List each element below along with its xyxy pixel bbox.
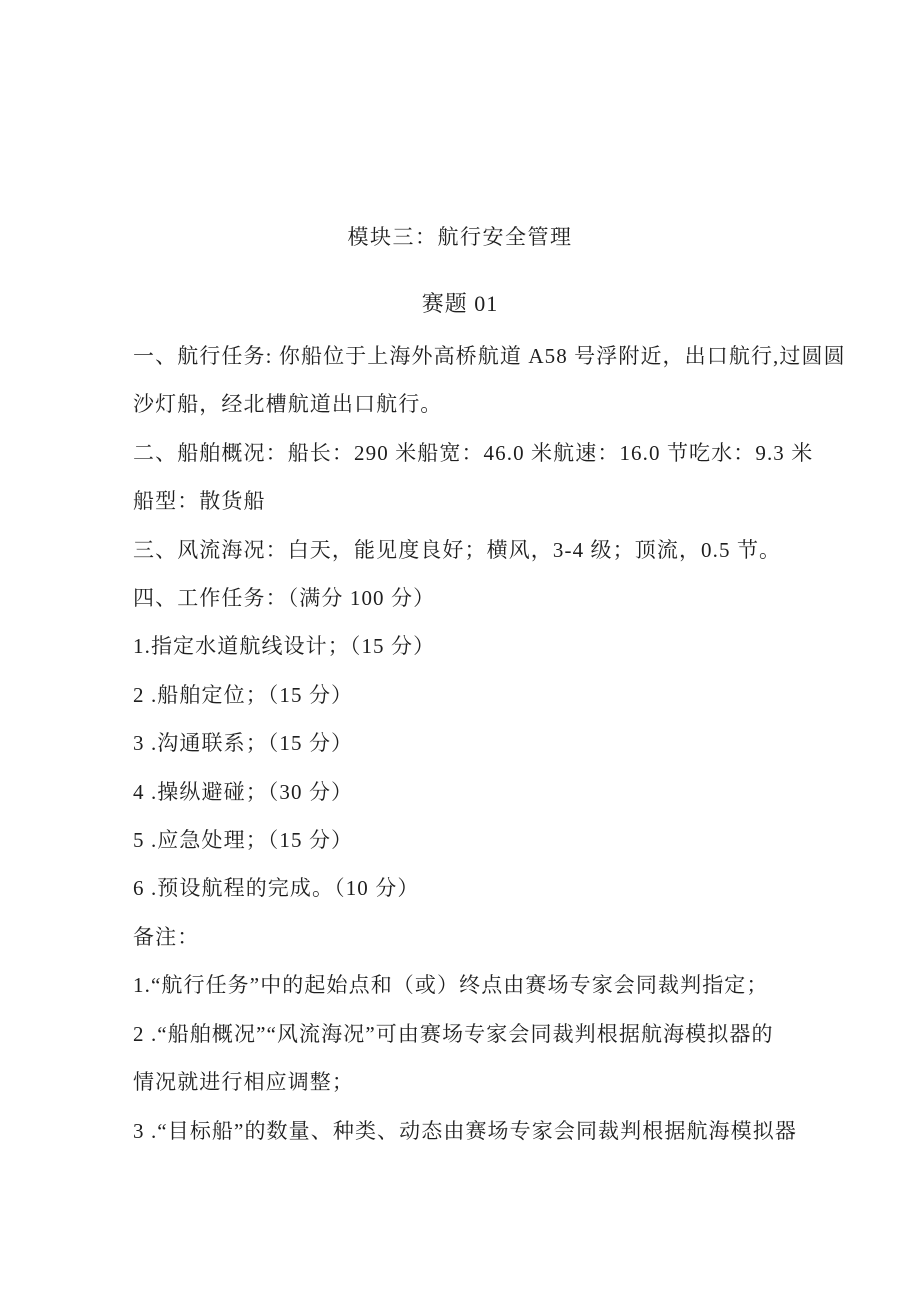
document-line: 船型：散货船	[133, 489, 266, 514]
document-line: 二、船舶概况：船长：290 米船宽：46.0 米航速：16.0 节吃水：9.3 米	[133, 440, 814, 465]
document-body	[0, 332, 920, 1155]
document-line: 情况就进行相应调整；	[133, 1070, 354, 1095]
document-line: 3 .沟通联系；（15 分）	[133, 731, 354, 756]
document-line: 2 .船舶定位；（15 分）	[133, 682, 354, 707]
document-line: 2 .“船舶概况”“风流海况”可由赛场专家会同裁判根据航海模拟器的	[133, 1021, 774, 1046]
document-subtitle: 赛题 01	[421, 291, 499, 316]
document-line: 四、工作任务：（满分 100 分）	[133, 586, 436, 611]
document-line: 一、航行任务: 你船位于上海外高桥航道 A58 号浮附近，出口航行,过圆圆	[133, 344, 846, 368]
document-line: 6 .预设航程的完成。（10 分）	[133, 876, 420, 901]
document-line: 沙灯船，经北槽航道出口航行。	[133, 392, 443, 417]
document-line: 3 .“目标船”的数量、种类、动态由赛场专家会同裁判根据航海模拟器	[133, 1118, 797, 1143]
document-line: 三、风流海况：白天，能见度良好；横风，3-4 级；顶流，0.5 节。	[133, 537, 782, 562]
document-line: 5 .应急处理；（15 分）	[133, 828, 354, 853]
document-title: 模块三：航行安全管理	[347, 225, 573, 249]
document-line: 1.“航行任务”中的起始点和（或）终点由赛场专家会同裁判指定；	[133, 973, 769, 998]
document-line: 备注：	[133, 924, 200, 949]
document-line: 4 .操纵避碰；（30 分）	[133, 779, 354, 804]
document-line: 1.指定水道航线设计；（15 分）	[133, 634, 436, 659]
